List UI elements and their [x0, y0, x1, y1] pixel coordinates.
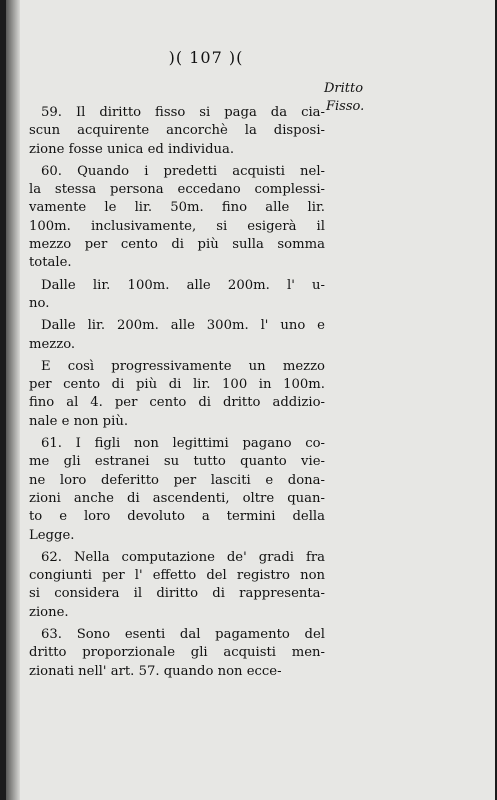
text-line: zioni anche di ascendenti, oltre quan-: [29, 490, 325, 506]
text-line: vamente le lir. 50m. fino alle lir.: [29, 200, 325, 216]
text-line: E così progressivamente un mezzo: [41, 358, 325, 374]
paragraph-p60d: [29, 358, 325, 431]
text-line: no.: [29, 295, 50, 311]
text-line: per cento di più di lir. 100 in 100m.: [29, 377, 325, 393]
text-line: ne loro deferitto per lasciti e dona-: [29, 472, 325, 488]
text-line: congiunti per l' effetto del registro non: [29, 568, 325, 584]
text-line: zione.: [29, 604, 69, 620]
paragraph-p63: [29, 626, 325, 681]
text-line: la stessa persona eccedano complessi-: [29, 182, 325, 198]
book-page: [6, 0, 495, 800]
margin-note-line: Fisso.: [326, 99, 365, 114]
paragraph-p59: [29, 104, 325, 159]
text-line: me gli estranei su tutto quanto vie-: [29, 454, 325, 470]
body-text: [29, 104, 325, 685]
text-line: 60. Quando i predetti acquisti nel-: [41, 163, 325, 179]
text-line: 63. Sono esenti dal pagamento del: [41, 627, 325, 643]
text-line: si considera il diritto di rappresenta-: [29, 586, 325, 602]
page-number: )( 107 )(: [168, 48, 244, 67]
paragraph-p60c: [29, 317, 325, 354]
text-line: 59. Il diritto fisso si paga da cia-: [41, 105, 325, 120]
paragraph-p60: [29, 163, 325, 273]
text-line: 62. Nella computazione de' gradi fra: [41, 549, 325, 565]
margin-note: [324, 80, 386, 116]
text-line: zionati nell' art. 57. quando non ecce-: [29, 663, 282, 679]
text-line: Dalle lir. 200m. alle 300m. l' uno e: [41, 318, 325, 334]
text-line: mezzo per cento di più sulla somma: [29, 237, 325, 253]
paragraph-p60b: [29, 277, 325, 314]
paragraph-p61: [29, 435, 325, 545]
text-line: totale.: [29, 255, 72, 271]
text-line: fino al 4. per cento di dritto addizio-: [29, 395, 325, 411]
text-line: 61. I figli non legittimi pagano co-: [41, 436, 325, 452]
paragraph-p62: [29, 549, 325, 622]
text-line: mezzo.: [29, 336, 76, 352]
margin-note-line: Dritto: [324, 81, 364, 96]
text-line: to e loro devoluto a termini della: [29, 509, 325, 525]
text-line: Dalle lir. 100m. alle 200m. l' u-: [41, 277, 325, 293]
text-line: 100m. inclusivamente, si esigerà il: [29, 218, 325, 234]
text-line: scun acquirente ancorchè la disposi-: [29, 123, 325, 139]
text-line: zione fosse unica ed individua.: [29, 141, 235, 157]
text-line: nale e non più.: [29, 413, 129, 429]
text-line: dritto proporzionale gli acquisti men-: [29, 645, 325, 661]
text-line: Legge.: [29, 527, 75, 543]
